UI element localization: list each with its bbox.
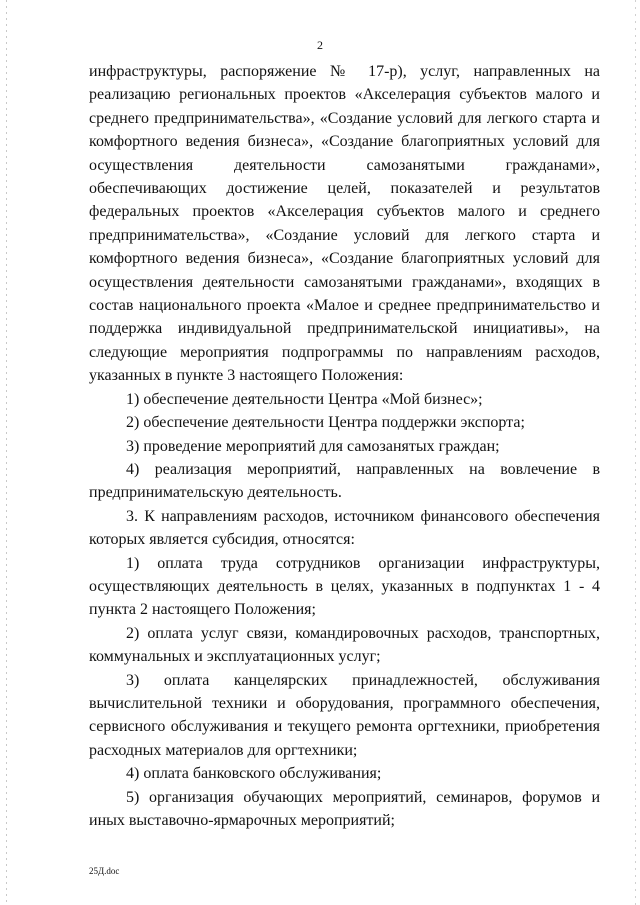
scan-edge-right	[635, 0, 636, 905]
text-line: 1) обеспечение деятельности Центра «Мой бизнес»;	[126, 390, 483, 408]
text-line: которых является субсидия, относятся:	[89, 531, 355, 549]
text-line: 3. К направлениям расходов, источником финансового обеспечения	[126, 507, 600, 525]
text-line: предпринимательства», «Создание условий для легкого старта и	[89, 226, 600, 244]
text-line: осуществления деятельности самозанятыми гражданами»,	[89, 156, 600, 174]
text-line: вычислительной техники и оборудования, программного обеспечения,	[89, 694, 600, 712]
text-line: 3) оплата канцелярских принадлежностей, обслуживания	[126, 671, 600, 689]
text-line: 2) оплата услуг связи, командировочных расходов, транспортных,	[126, 624, 600, 642]
text-line: 4) реализация мероприятий, направленных на вовлечение в	[126, 460, 600, 478]
text-line: инфраструктуры, распоряжение № 17-р), услуг, направленных на	[89, 63, 600, 80]
text-line: сервисного обслуживания и текущего ремонта оргтехники, приобретения	[89, 718, 600, 736]
text-line: 1) оплата труда сотрудников организации инфраструктуры,	[126, 554, 600, 572]
text-line: расходных материалов для оргтехники;	[89, 741, 358, 759]
text-line: иных выставочно-ярмарочных мероприятий;	[89, 812, 395, 829]
text-line: реализацию региональных проектов «Акселерация субъектов малого и	[89, 86, 600, 104]
text-line: среднего предпринимательства», «Создание условий для легкого старта и	[89, 109, 600, 127]
text-line: пункта 2 настоящего Положения;	[89, 601, 316, 619]
text-line: предпринимательскую деятельность.	[89, 484, 342, 502]
text-line: следующие мероприятия подпрограммы по направлениям расходов,	[89, 343, 600, 361]
body-text	[89, 60, 600, 832]
page-number: 2	[317, 38, 323, 52]
footer-filename: 25Д.doc	[89, 866, 120, 876]
text-line: состав национального проекта «Малое и среднее предпринимательство и	[89, 297, 600, 315]
text-line: 3) проведение мероприятий для самозанятых граждан;	[126, 437, 500, 455]
text-line: 2) обеспечение деятельности Центра поддержки экспорта;	[126, 414, 525, 432]
scan-edge-left	[6, 0, 7, 905]
text-line: осуществления деятельности самозанятыми гражданами», входящих в	[89, 273, 600, 291]
text-line: осуществляющих деятельность в целях, указанных в подпунктах 1 - 4	[89, 577, 600, 595]
text-line: 5) организация обучающих мероприятий, семинаров, форумов и	[126, 788, 600, 806]
text-line: коммунальных и эксплуатационных услуг;	[89, 648, 381, 666]
text-line: комфортного ведения бизнеса», «Создание благоприятных условий для	[89, 133, 600, 151]
text-line: комфортного ведения бизнеса», «Создание благоприятных условий для	[89, 250, 600, 268]
text-line: обеспечивающих достижение целей, показателей и результатов	[89, 180, 600, 198]
text-line: указанных в пункте 3 настоящего Положения:	[89, 367, 404, 385]
text-line: поддержка индивидуальной предпринимательской инициативы», на	[89, 320, 600, 338]
text-line: федеральных проектов «Акселерация субъектов малого и среднего	[89, 203, 600, 221]
text-line: 4) оплата банковского обслуживания;	[126, 765, 382, 783]
